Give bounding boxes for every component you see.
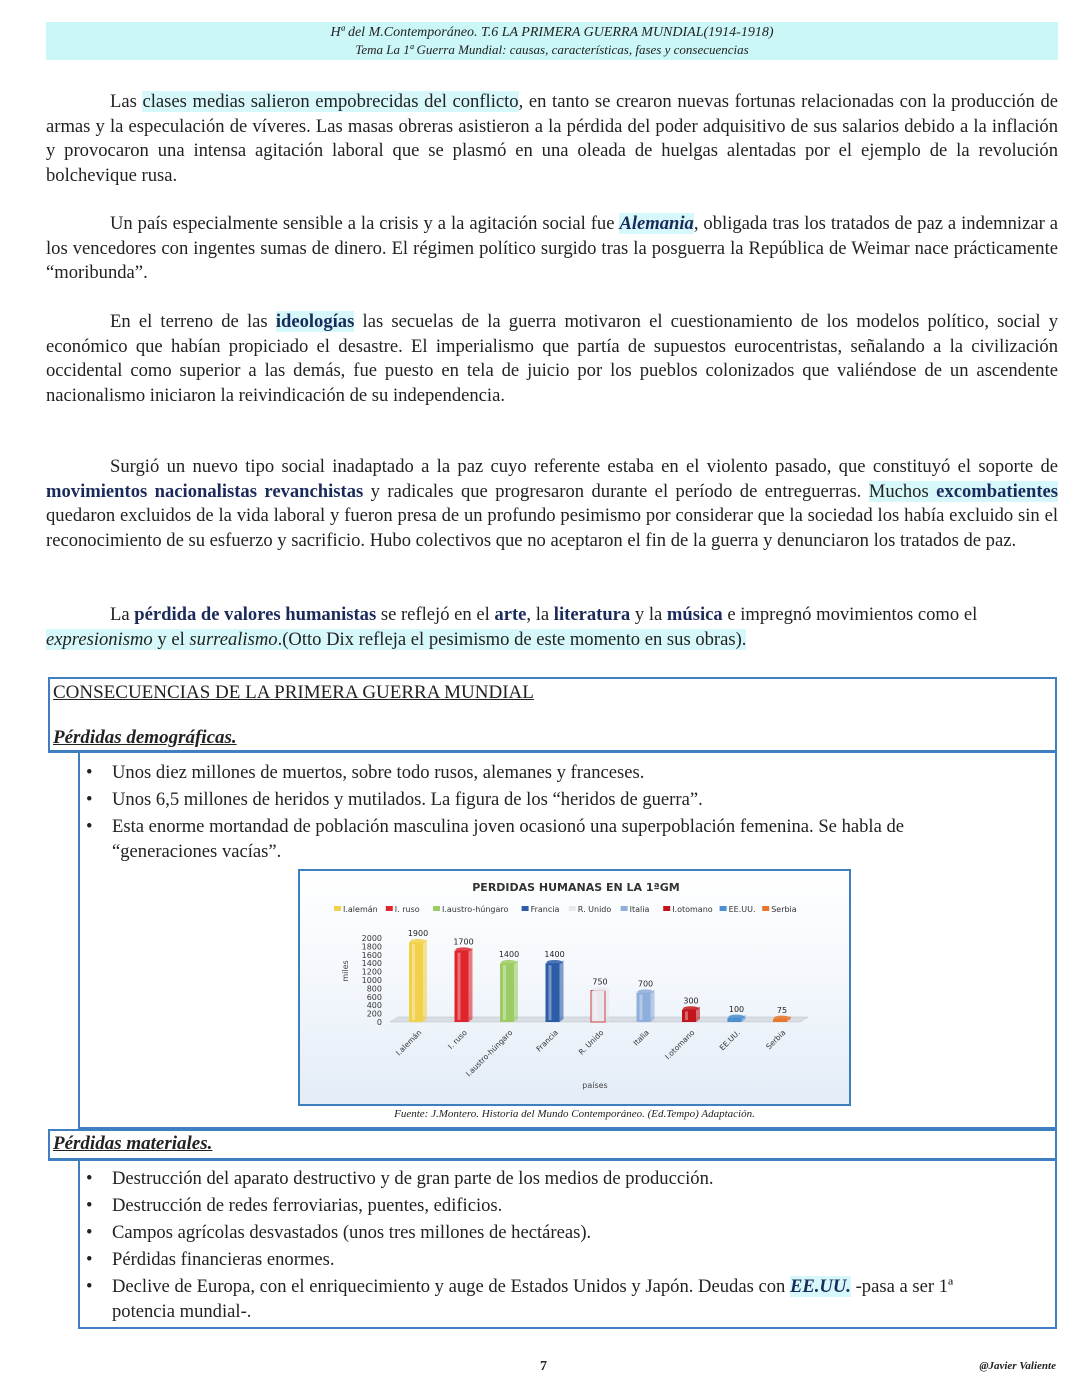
y-tick-label: 2000: [361, 934, 382, 943]
bar-highlight: [685, 1011, 688, 1020]
bar-value-label: 750: [592, 977, 608, 987]
bar-depth: [605, 988, 609, 1023]
bar-top: [729, 1015, 745, 1019]
material-list: [80, 1165, 1055, 1324]
demographic-subtitle: Pérdidas demográficas.: [53, 727, 237, 748]
y-tick-label: 1400: [361, 959, 382, 969]
header-topic-title: Tema La 1ª Guerra Mundial: causas, características, fases y consecuencias: [355, 42, 749, 57]
legend-label: Serbia: [771, 905, 797, 914]
chart-x-axis: [394, 1028, 787, 1079]
legend-label: Francia: [530, 905, 560, 914]
bar-value-label: 1400: [498, 950, 520, 960]
bar-top: [456, 947, 472, 951]
section-title: CONSECUENCIAS DE LA PRIMERA GUERRA MUNDIAL: [53, 682, 534, 703]
y-tick-label: 1600: [361, 950, 382, 960]
chart-x-axis-label: países: [582, 1081, 608, 1090]
paragraph-clases-medias: Las clases medias salieron empobrecidas del conflicto, en tanto se crearon nuevas fortunas relacionadas con la producción de armas y la especulación de víveres. Las masas obreras asistieron a la pérdida del poder adquisitivo de sus salarios debido a la inflación y provocaron una intensa agitación laboral que se plasmó en una oleada de huelgas alentadas por el ejemplo de la revolución bolchevique rusa.: [46, 91, 1058, 186]
chart-title: PERDIDAS HUMANAS EN LA 1ªGM: [472, 881, 680, 894]
highlight-eeuu: EE.UU.: [789, 1276, 851, 1297]
legend-swatch: [569, 906, 576, 911]
page-number: 7: [540, 1359, 547, 1374]
chart-y-axis: [362, 934, 382, 1027]
highlight-clases-medias: clases medias salieron empobrecidas del conflicto: [142, 91, 519, 112]
page-header: [46, 22, 1058, 60]
bar: [455, 951, 469, 1022]
consecuencias-section-box: [48, 677, 1057, 753]
y-tick-label: 600: [366, 992, 382, 1002]
x-tick-label: Francia: [534, 1028, 560, 1054]
human-losses-chart: [298, 869, 851, 1106]
x-tick-label: R. Unido: [576, 1028, 606, 1057]
bar-top: [592, 987, 608, 991]
bar-depth: [423, 939, 427, 1022]
x-tick-label: EE.UU.: [717, 1028, 742, 1053]
x-tick-label: I. ruso: [446, 1028, 469, 1051]
bar-top: [547, 960, 563, 964]
list-item: • Campos agrícolas desvastados (unos tres millones de hectáreas).: [80, 1219, 1055, 1246]
highlight-excombatientes: excombatientes: [936, 480, 1059, 502]
material-subtitle: Pérdidas materiales.: [53, 1133, 213, 1154]
bar-highlight: [594, 993, 597, 1021]
bar-highlight: [503, 965, 506, 1020]
bar-highlight: [549, 965, 552, 1020]
bar: [409, 942, 423, 1022]
header-course-title: Hª del M.Contemporáneo. T.6 LA PRIMERA GUERRA MUNDIAL(1914-1918): [330, 25, 774, 40]
y-tick-label: 400: [366, 1001, 382, 1011]
legend-swatch: [433, 906, 440, 911]
bar-depth: [560, 960, 564, 1022]
bar: [500, 963, 514, 1022]
legend-label: I.otomano: [672, 905, 713, 914]
legend-swatch: [762, 906, 769, 911]
bar: [637, 993, 651, 1022]
material-list-box: [78, 1161, 1057, 1329]
x-tick-label: I.austro-húngaro: [464, 1028, 515, 1079]
bar-top: [638, 989, 654, 993]
bar-top: [410, 939, 426, 943]
bar-value-label: 1400: [544, 950, 565, 960]
list-item: • Esta enorme mortandad de población masculina joven ocasionó una superpoblación femenina. Se habla de “generaciones vacías”.: [80, 813, 1040, 864]
list-item: • Destrucción del aparato destructivo y de gran parte de los medios de producción.: [80, 1165, 1055, 1192]
paragraph-alemania: Un país especialmente sensible a la crisis y a la agitación social fue Alemania, obligada tras los tratados de paz a indemnizar a los vencedores con ingentes sumas de dinero. El régimen político surgido tras la posguerra la República de Weimar nace prácticamente “moribunda”.: [46, 213, 1058, 283]
y-tick-label: 1000: [361, 976, 382, 985]
legend-swatch: [621, 906, 628, 911]
bar-highlight: [412, 944, 415, 1020]
chart-y-axis-label: miles: [341, 960, 350, 982]
list-item: • Pérdidas financieras enormes.: [80, 1246, 1055, 1273]
x-tick-label: Serbia: [764, 1028, 788, 1052]
list-item: • Unos 6,5 millones de heridos y mutilados. La figura de los “heridos de guerra”.: [80, 786, 1040, 813]
legend-swatch: [720, 906, 727, 911]
y-tick-label: 200: [366, 1009, 382, 1019]
paragraph-valores-humanistas: La pérdida de valores humanistas se reflejó en el arte, la literatura y la música e impregnó movimientos como el expresionismo y el surrealismo.(Otto Dix refleja el pesimismo de este momento en sus obras).: [46, 604, 978, 650]
bar-value-label: 100: [728, 1004, 745, 1014]
bar: [682, 1009, 696, 1022]
chart-canvas: [300, 871, 853, 1108]
bar-value-label: 75: [776, 1005, 788, 1015]
bar-highlight: [640, 995, 643, 1020]
highlight-expresionismo: expresionismo: [46, 628, 153, 650]
list-item: • Destrucción de redes ferroviarias, puentes, edificios.: [80, 1192, 1055, 1219]
material-subtitle-box: [48, 1129, 1057, 1161]
legend-label: Italia: [629, 905, 650, 914]
legend-swatch: [386, 906, 393, 911]
bar-depth: [651, 990, 655, 1022]
bar-depth: [469, 948, 473, 1022]
author-credit: @Javier Valiente: [979, 1360, 1056, 1372]
legend-label: I.austro-húngaro: [442, 905, 509, 914]
x-tick-label: I.otomano: [663, 1028, 697, 1062]
list-item: • Unos diez millones de muertos, sobre todo rusos, alemanes y franceses.: [80, 759, 1040, 786]
demographic-list: [80, 759, 1040, 864]
bar-top: [774, 1016, 790, 1020]
legend-label: I. ruso: [394, 905, 420, 914]
bar-top: [683, 1006, 699, 1010]
legend-swatch: [522, 906, 529, 911]
highlight-surrealismo: surrealismo: [189, 628, 278, 650]
chart-source: Fuente: J.Montero. Historia del Mundo Contemporáneo. (Ed.Tempo) Adaptación.: [394, 1108, 755, 1120]
bar: [546, 963, 560, 1022]
y-tick-label: 1200: [361, 967, 382, 977]
bar-highlight: [458, 953, 461, 1020]
legend-label: R. Unido: [577, 905, 612, 914]
y-tick-label: 800: [366, 984, 382, 994]
paragraph-nuevo-tipo-social: Surgió un nuevo tipo social inadaptado a la paz cuyo referente estaba en el violento pasado, que constituyó el soporte de movimientos nacionalistas revanchistas y radicales que progresaron durante el período de entreguerras. Muchos excombatientes quedaron excluidos de la vida laboral y fueron presa de un profundo pesimismo por considerar que la sociedad los había excluido sin el reconocimiento de su esfuerzo y sacrificio. Hubo colectivos que no aceptaron el fin de la guerra y denunciaron los tratados de paz.: [46, 456, 1059, 551]
highlight-ideologias: ideologías: [275, 311, 355, 332]
bar-value-label: 1700: [453, 937, 474, 947]
bar-depth: [514, 960, 518, 1022]
x-tick-label: Italia: [631, 1028, 651, 1048]
bar: [591, 991, 605, 1023]
y-tick-label: 1800: [361, 942, 382, 952]
bar-value-label: 700: [637, 979, 654, 989]
bar-value-label: 300: [683, 996, 699, 1006]
y-tick-label: 0: [376, 1018, 382, 1027]
chart-bars: [390, 929, 808, 1022]
chart-legend: [334, 905, 797, 914]
legend-swatch: [663, 906, 670, 911]
highlight-alemania: Alemania: [619, 213, 694, 234]
legend-label: EE.UU.: [728, 905, 756, 914]
bold-movimientos-revanchistas: movimientos nacionalistas revanchistas: [46, 480, 364, 502]
legend-label: I.alemán: [343, 905, 378, 914]
bar-value-label: 1900: [407, 929, 429, 939]
bar-top: [501, 960, 517, 964]
legend-swatch: [334, 906, 341, 911]
x-tick-label: I.alemán: [394, 1028, 424, 1058]
list-item: • Declive de Europa, con el enriquecimiento y auge de Estados Unidos y Japón. Deudas con EE.UU. -pasa a ser 1ª potencia mundial-.: [80, 1273, 1055, 1324]
paragraph-ideologias: En el terreno de las ideologías las secuelas de la guerra motivaron el cuestionamiento de los modelos político, social y económico que habían propiciado el desastre. El imperialismo que partía de supuestos eurocentristas, señalando a la civilización occidental como superior a las demás, fue puesto en tela de juicio por los pueblos colonizados que valiéndose de un ascendente nacionalismo iniciaron la reivindicación de su independencia.: [46, 311, 1058, 406]
